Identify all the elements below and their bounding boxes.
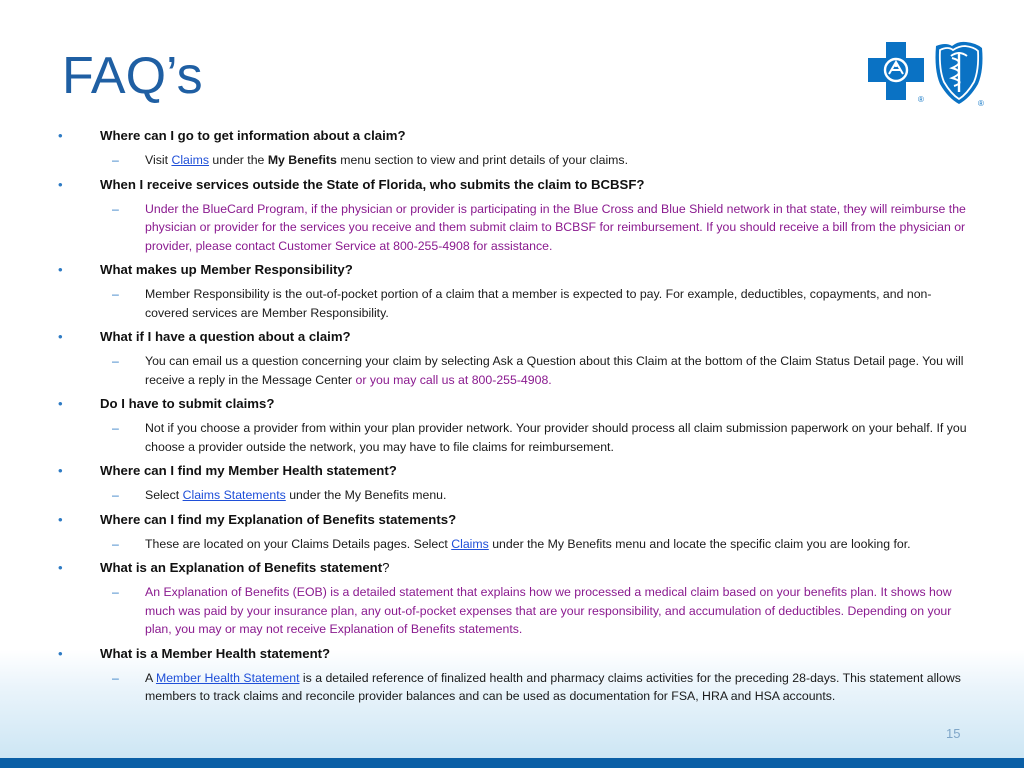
- faq-question: • What is an Explanation of Benefits statement?: [58, 560, 390, 575]
- faq-answer: – Not if you choose a provider from within your plan provider network. Your provider should process all claim submission paperwork on your behalf. If you choose a provider outside the network, you may have to file claims for reimbursement.: [112, 421, 967, 454]
- faq-list: [58, 127, 970, 712]
- bullet-icon: •: [58, 560, 63, 575]
- dash-icon: –: [112, 536, 119, 551]
- registered-mark-shield: ®: [978, 99, 984, 108]
- bottom-bar: [0, 758, 1024, 768]
- dash-icon: –: [112, 287, 119, 301]
- bullet-icon: •: [58, 645, 63, 661]
- faq-question: • Where can I go to get information about a claim?: [58, 128, 406, 143]
- claims-link[interactable]: Claims: [451, 536, 489, 551]
- faq-question: • When I receive services outside the State of Florida, who submits the claim to BCBSF?: [58, 176, 645, 192]
- bullet-icon: •: [58, 396, 63, 411]
- dash-icon: –: [112, 421, 119, 435]
- dash-icon: –: [112, 488, 119, 502]
- faq-question: • What if I have a question about a claim?: [58, 329, 351, 344]
- registered-mark-cross: ®: [918, 95, 924, 104]
- dash-icon: –: [112, 153, 119, 167]
- bcbs-logos: [866, 40, 990, 110]
- bcbs-logo-graphic: [866, 40, 990, 110]
- faq-answer: – Member Responsibility is the out-of-pocket portion of a claim that a member is expected to pay. For example, deductibles, copayments, and non-covered services are Member Responsibility.: [112, 287, 932, 320]
- bullet-icon: •: [58, 262, 63, 277]
- faq-question: • Do I have to submit claims?: [58, 396, 275, 411]
- dash-icon: –: [112, 585, 119, 599]
- page-number: 15: [946, 726, 961, 741]
- faq-question: • What makes up Member Responsibility?: [58, 262, 353, 277]
- bullet-icon: •: [58, 511, 63, 527]
- bullet-icon: •: [58, 463, 63, 478]
- claims-link[interactable]: Claims: [171, 153, 210, 167]
- bullet-icon: •: [58, 176, 63, 192]
- bullet-icon: •: [58, 128, 63, 143]
- faq-answer: – Under the BlueCard Program, if the physician or provider is participating in the Blue Cross and Blue Shield network in that state, they will reimburse the physician or provider for the services you receive and them submit claim to BCBSF for reimbursement. If you should receive a bill from the physician or provider, please contact Customer Service at 800-255-4908 for assistance.: [112, 201, 966, 253]
- blue-shield-icon: [936, 42, 983, 104]
- faq-answer: – Select Claims Statements under the My Benefits menu.: [58, 486, 970, 505]
- faq-answer: – A Member Health Statement is a detailed reference of finalized health and pharmacy claims activities for the preceding 28-days. This statement allows members to track claims and reconcile provider balances and can be used as documentation for FSA, HRA and HSA accounts.: [112, 670, 961, 703]
- faq-question: • Where can I find my Member Health statement?: [58, 463, 397, 478]
- bullet-icon: •: [58, 329, 63, 344]
- dash-icon: –: [112, 354, 119, 368]
- faq-question: • Where can I find my Explanation of Benefits statements?: [58, 511, 457, 527]
- dash-icon: –: [112, 670, 119, 685]
- faq-answer: – An Explanation of Benefits (EOB) is a detailed statement that explains how we processed a medical claim based on your benefits plan. It shows how much was paid by your insurance plan, any out-of-pocket expenses that are your responsibility, and accumulation of deductibles. Depending on your plan, you may or may not receive Explanation of Benefits statements.: [112, 585, 952, 636]
- faq-answer: – Visit Claims under the My Benefits menu section to view and print details of your claims.: [58, 151, 970, 170]
- blue-cross-icon: [868, 42, 924, 100]
- slide-title: FAQ’s: [62, 47, 203, 105]
- claims-statements-link[interactable]: Claims Statements: [182, 488, 286, 502]
- faq-question: • What is a Member Health statement?: [58, 645, 331, 661]
- faq-answer: – These are located on your Claims Details pages. Select Claims under the My Benefits menu and locate the specific claim you are looking for.: [58, 535, 970, 554]
- dash-icon: –: [112, 201, 119, 216]
- member-health-statement-link[interactable]: Member Health Statement: [155, 670, 300, 685]
- faq-answer: – You can email us a question concerning your claim by selecting Ask a Question about this Claim at the bottom of the Claim Status Detail page. You will receive a reply in the Message Center or you may call us at 800-255-4908.: [112, 354, 964, 387]
